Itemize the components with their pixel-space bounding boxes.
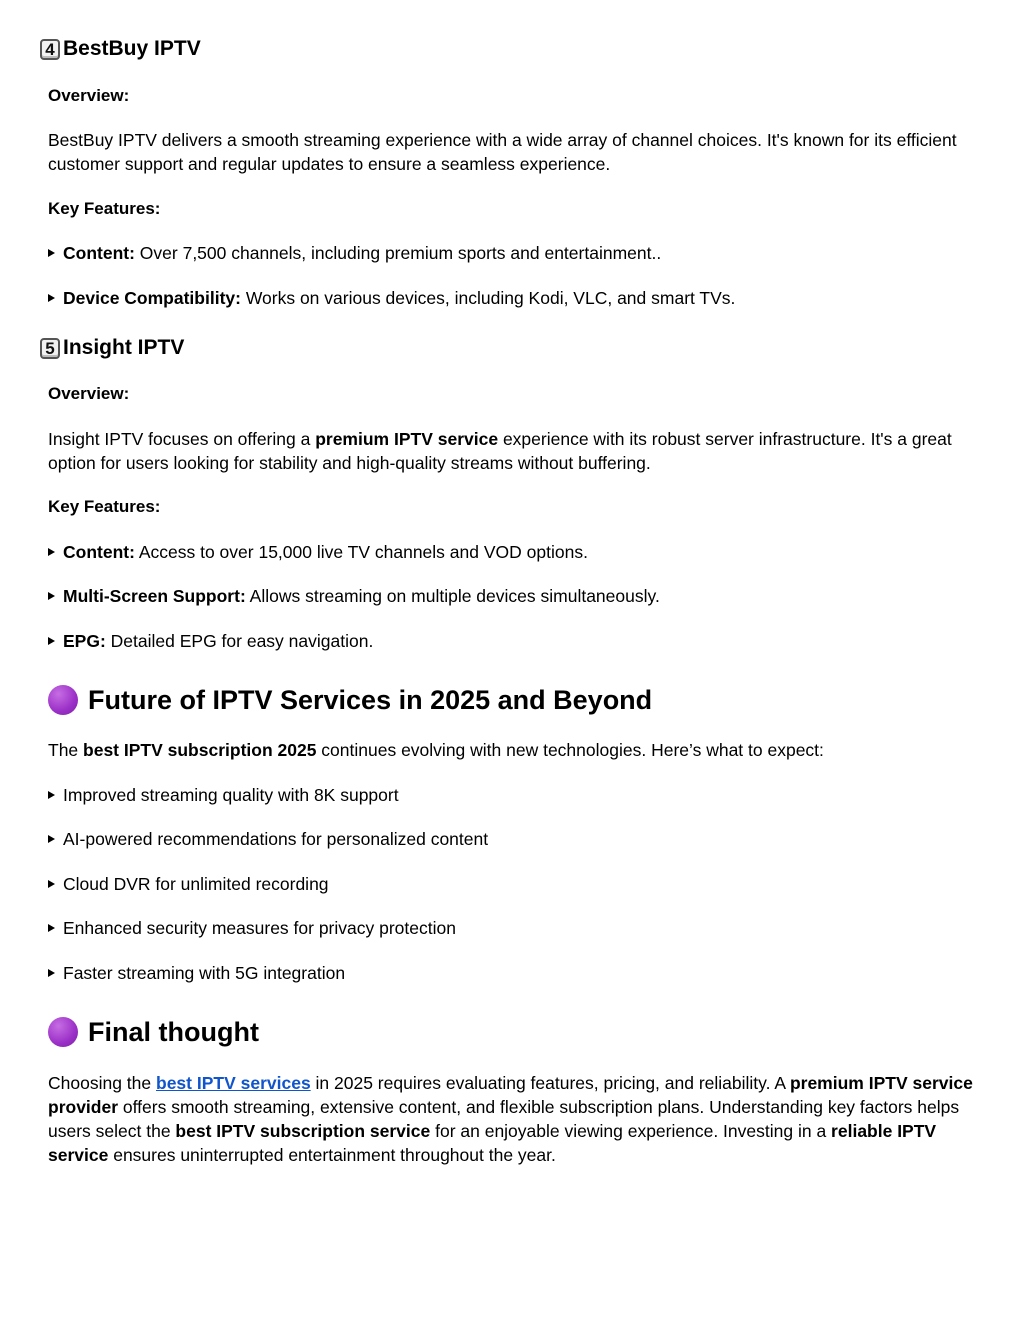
overview-text: BestBuy IPTV delivers a smooth streaming experience with a wide array of channel choices. It's known for its efficient customer support and regular updates to ensure a seamless experience. [48,130,957,174]
triangle-right-icon [48,924,55,932]
feature-label: Multi-Screen Support: [63,586,246,606]
final-title: Final thought [88,1017,259,1047]
section-heading-bestbuy [40,36,201,62]
final-heading [48,1015,259,1049]
feature-item [48,584,660,608]
triangle-right-icon [48,294,55,302]
final-text-part: ensures uninterrupted entertainment throughout the year. [108,1145,556,1165]
keycap-digit-four-icon: 4 [40,39,60,60]
overview-label: Overview: [48,86,130,105]
section-heading-insight [40,335,184,361]
feature-item [48,540,588,564]
feature-item [48,241,661,265]
section-title: BestBuy IPTV [63,37,201,60]
triangle-right-icon [48,249,55,257]
feature-text: Works on various devices, including Kodi, VLC, and smart TVs. [240,288,736,308]
future-title: Future of IPTV Services in 2025 and Beyond [88,685,653,715]
future-item-text: Improved streaming quality with 8K support [63,785,399,805]
future-item-text: Enhanced security measures for privacy protection [63,918,456,938]
overview-text-part: Insight IPTV focuses on offering a [48,429,316,449]
final-text-bold: premium IPTV service provider [48,1073,973,1117]
overview-text-part: experience with its robust server infrastructure. It's a great option for users looking for stability and high-quality streams without buffering. [48,429,952,473]
key-features-label: Key Features: [48,199,161,218]
feature-label: Content: [63,243,135,263]
best-iptv-services-link[interactable]: best IPTV services [156,1073,311,1093]
purple-circle-icon [48,1017,78,1047]
overview-label: Overview: [48,384,130,403]
future-intro [48,738,983,762]
feature-text: Access to over 15,000 live TV channels and VOD options. [134,542,588,562]
future-item-text: AI-powered recommendations for personalized content [63,829,489,849]
triangle-right-icon [48,548,55,556]
future-item [48,916,456,940]
future-intro-part: continues evolving with new technologies. Here’s what to expect: [316,740,824,760]
overview-text-bold: premium IPTV service [315,429,499,449]
feature-label: EPG: [63,631,106,651]
triangle-right-icon [48,637,55,645]
final-paragraph [48,1071,983,1167]
future-heading [48,683,652,717]
triangle-right-icon [48,791,55,799]
triangle-right-icon [48,835,55,843]
feature-item [48,629,373,653]
section-title: Insight IPTV [63,336,185,359]
purple-circle-icon [48,685,78,715]
future-item-text: Faster streaming with 5G integration [63,963,346,983]
future-intro-bold: best IPTV subscription 2025 [83,740,317,760]
feature-text: Detailed EPG for easy navigation. [105,631,374,651]
feature-text: Allows streaming on multiple devices simultaneously. [245,586,660,606]
feature-item [48,286,735,310]
triangle-right-icon [48,969,55,977]
future-item [48,961,345,985]
triangle-right-icon [48,592,55,600]
future-intro-part: The [48,740,84,760]
keycap-digit-five-icon: 5 [40,338,60,359]
triangle-right-icon [48,880,55,888]
future-item [48,872,329,896]
final-text-part: Choosing the [48,1073,156,1093]
future-item [48,783,399,807]
feature-text: Over 7,500 channels, including premium sports and entertainment.. [134,243,662,263]
final-text-part: in 2025 requires evaluating features, pricing, and reliability. A [310,1073,790,1093]
final-text-part: for an enjoyable viewing experience. Investing in a [430,1121,832,1141]
final-text-bold: best IPTV subscription service [175,1121,431,1141]
future-item [48,827,488,851]
future-item-text: Cloud DVR for unlimited recording [63,874,329,894]
key-features-label: Key Features: [48,497,161,516]
final-text-bold: reliable IPTV service [48,1121,937,1165]
feature-label: Content: [63,542,135,562]
feature-label: Device Compatibility: [63,288,241,308]
final-text-part: offers smooth streaming, extensive content, and flexible subscription plans. Understanding key factors helps users select the [48,1097,960,1141]
overview-text [48,427,983,475]
